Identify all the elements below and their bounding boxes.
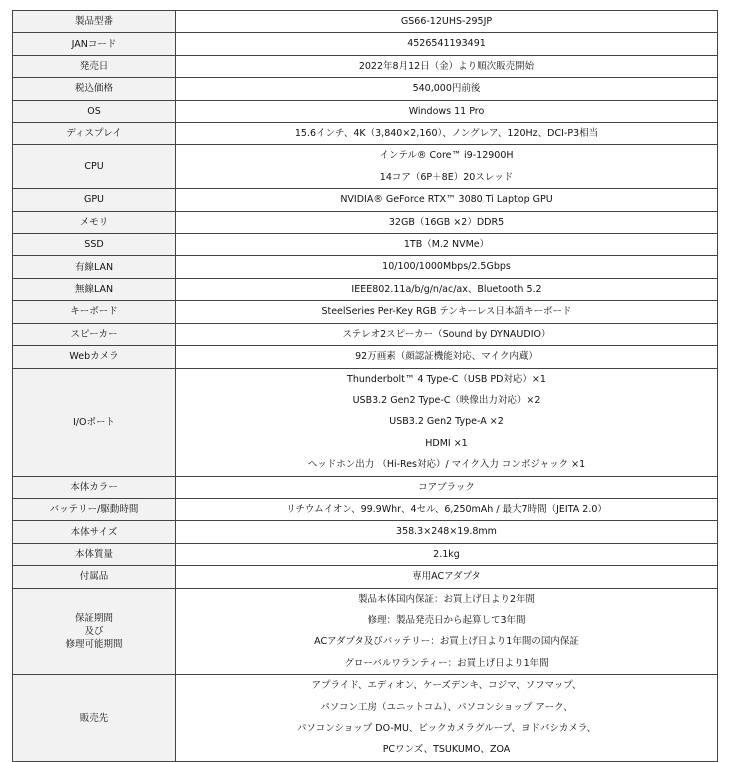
spec-row: [13, 521, 718, 543]
spec-value: [176, 234, 718, 256]
spec-value-text: パソコンショップ DO-MU、ビックカメラグループ、ヨドバシカメラ、: [296, 723, 597, 734]
spec-row: [13, 588, 718, 675]
spec-label-text: メモリ: [79, 216, 109, 228]
spec-label: [13, 566, 176, 588]
spec-row: [13, 476, 718, 498]
spec-value-text: Windows 11 Pro: [408, 105, 485, 117]
spec-label-text: 発売日: [79, 61, 109, 73]
spec-label-text: ディスプレイ: [66, 128, 122, 140]
spec-value: [176, 55, 718, 77]
spec-row: [13, 33, 718, 55]
spec-label-text: CPU: [84, 161, 104, 173]
spec-value-text: ヘッドホン出力 （Hi-Res対応）/ マイク入力 コンボジャック ×1: [307, 459, 586, 471]
spec-row: [13, 368, 718, 476]
spec-row: [13, 211, 718, 233]
spec-label-text: I/Oポート: [73, 416, 115, 428]
spec-label: [13, 123, 176, 145]
spec-value-text: グローバルワランティー：お買上げ日より1年間: [344, 657, 549, 669]
spec-label-text: 本体質量: [74, 548, 113, 560]
spec-value: [176, 189, 718, 211]
spec-label: [13, 278, 176, 300]
spec-value-text: ACアダプタ及びバッテリー：お買上げ日より1年間の国内保証: [314, 636, 579, 648]
spec-value-text: 14コア（6P＋8E）20スレッド: [379, 171, 514, 183]
spec-row: [13, 256, 718, 278]
spec-value: [176, 543, 718, 565]
spec-value: [176, 323, 718, 345]
spec-row: [13, 145, 718, 189]
spec-value: [176, 278, 718, 300]
spec-label-text: SSD: [84, 239, 104, 251]
spec-value-text: 専用ACアダプタ: [412, 571, 481, 583]
spec-value: [176, 145, 718, 189]
spec-row: [13, 346, 718, 368]
spec-row: [13, 189, 718, 211]
spec-value: [176, 100, 718, 122]
spec-label: [13, 33, 176, 55]
spec-value-text: HDMI ×1: [425, 437, 468, 449]
spec-value-text: USB3.2 Gen2 Type-C（映像出力対応）×2: [352, 394, 541, 406]
spec-label: [13, 189, 176, 211]
spec-value: [176, 588, 718, 675]
spec-label-text: バッテリー/駆動時間: [49, 504, 139, 516]
spec-value-text: 540,000円前後: [412, 83, 481, 95]
spec-value: [176, 675, 718, 762]
spec-row: [13, 498, 718, 520]
spec-label-text: 付属品: [79, 571, 109, 583]
spec-value: [176, 476, 718, 498]
spec-label-text: キーボード: [70, 306, 118, 318]
spec-row: [13, 123, 718, 145]
spec-value-text: 製品本体国内保証：お買上げ日より2年間: [357, 593, 536, 605]
spec-row: [13, 11, 718, 33]
spec-label-text: 修理可能期間: [65, 638, 123, 650]
spec-label-text: 製品型番: [74, 16, 113, 28]
spec-value-text: 32GB（16GB ×2）DDR5: [388, 216, 505, 228]
spec-value-text: PCワンズ、TSUKUMO、ZOA: [382, 744, 511, 756]
spec-value-text: パソコン工房（ユニットコム）、パソコンショップ アーク、: [320, 701, 573, 713]
spec-row: [13, 100, 718, 122]
spec-label: [13, 346, 176, 368]
spec-label: [13, 476, 176, 498]
spec-label-text: 本体カラー: [70, 481, 118, 493]
spec-value-text: USB3.2 Gen2 Type-A ×2: [389, 416, 504, 428]
spec-table-body: [13, 11, 718, 762]
spec-label: [13, 301, 176, 323]
spec-label-text: 販売先: [79, 712, 109, 724]
spec-value-text: GS66-12UHS-295JP: [400, 16, 493, 27]
spec-row: [13, 566, 718, 588]
spec-label-text: スピーカー: [70, 328, 118, 340]
spec-value-text: IEEE802.11a/b/g/n/ac/ax、Bluetooth 5.2: [351, 283, 542, 295]
spec-row: [13, 543, 718, 565]
spec-row: [13, 323, 718, 345]
spec-value: [176, 521, 718, 543]
spec-row: [13, 234, 718, 256]
spec-value-text: ステレオ2スピーカー（Sound by DYNAUDIO）: [342, 328, 551, 340]
spec-label: [13, 588, 176, 675]
spec-value-text: 2.1kg: [433, 548, 460, 560]
spec-value: [176, 78, 718, 100]
spec-label-text: GPU: [83, 194, 105, 206]
spec-value-text: Thunderbolt™ 4 Type-C（USB PD対応）×1: [347, 373, 546, 385]
spec-value: [176, 566, 718, 588]
spec-label-text: JANコード: [71, 38, 117, 50]
spec-value-text: 修理：製品発売日から起算して3年間: [367, 614, 526, 626]
spec-row: [13, 675, 718, 762]
spec-row: [13, 78, 718, 100]
spec-label: [13, 368, 176, 476]
spec-label: [13, 78, 176, 100]
spec-label-text: 無線LAN: [74, 284, 114, 296]
spec-label: [13, 675, 176, 762]
spec-value-text: SteelSeries Per-Key RGB テンキーレス日本語キーボード: [321, 306, 572, 318]
spec-value: [176, 11, 718, 33]
spec-label-text: Webカメラ: [69, 351, 119, 363]
spec-value: [176, 301, 718, 323]
spec-row: [13, 301, 718, 323]
spec-row: [13, 55, 718, 77]
spec-table: [12, 10, 718, 762]
spec-value-text: 92万画素（顔認証機能対応、マイク内蔵）: [355, 351, 538, 363]
spec-label-text: OS: [87, 105, 101, 117]
spec-label: [13, 323, 176, 345]
spec-value-text: コアブラック: [418, 481, 475, 493]
spec-label: [13, 100, 176, 122]
spec-value-text: 4526541193491: [407, 38, 486, 50]
spec-value-text: 2022年8月12日（金）より順次販売開始: [358, 60, 535, 72]
spec-label: [13, 498, 176, 520]
spec-value: [176, 346, 718, 368]
spec-value-text: 10/100/1000Mbps/2.5Gbps: [382, 261, 511, 273]
spec-value-text: NVIDIA® GeForce RTX™ 3080 Ti Laptop GPU: [340, 194, 553, 206]
spec-label: [13, 521, 176, 543]
spec-label-text: 有線LAN: [74, 261, 114, 273]
spec-value: [176, 33, 718, 55]
spec-label: [13, 145, 176, 189]
spec-label: [13, 11, 176, 33]
spec-value-text: 15.6インチ、4K（3,840×2,160）、ノングレア、120Hz、DCI-P3相当: [294, 128, 599, 140]
spec-value-text: アプライド、エディオン、ケーズデンキ、コジマ、ソフマップ、: [311, 680, 582, 692]
spec-value: [176, 498, 718, 520]
spec-value-text: インテル® Core™ i9-12900H: [379, 150, 514, 162]
spec-value: [176, 368, 718, 476]
spec-label-text: 保証期間: [74, 612, 113, 624]
spec-value-text: 1TB（M.2 NVMe）: [403, 239, 490, 251]
spec-value-text: リチウムイオン、99.9Whr、4セル、6,250mAh / 最大7時間（JEITA 2.0）: [286, 503, 607, 515]
spec-label: [13, 256, 176, 278]
spec-label: [13, 211, 176, 233]
spec-label-text: 及び: [84, 625, 104, 637]
spec-label: [13, 234, 176, 256]
spec-value: [176, 123, 718, 145]
spec-value: [176, 211, 718, 233]
spec-label-text: 税込価格: [74, 83, 113, 95]
spec-value: [176, 256, 718, 278]
spec-row: [13, 278, 718, 300]
spec-label-text: 本体サイズ: [70, 526, 118, 538]
spec-label: [13, 543, 176, 565]
spec-value-text: 358.3×248×19.8mm: [396, 526, 497, 538]
spec-label: [13, 55, 176, 77]
